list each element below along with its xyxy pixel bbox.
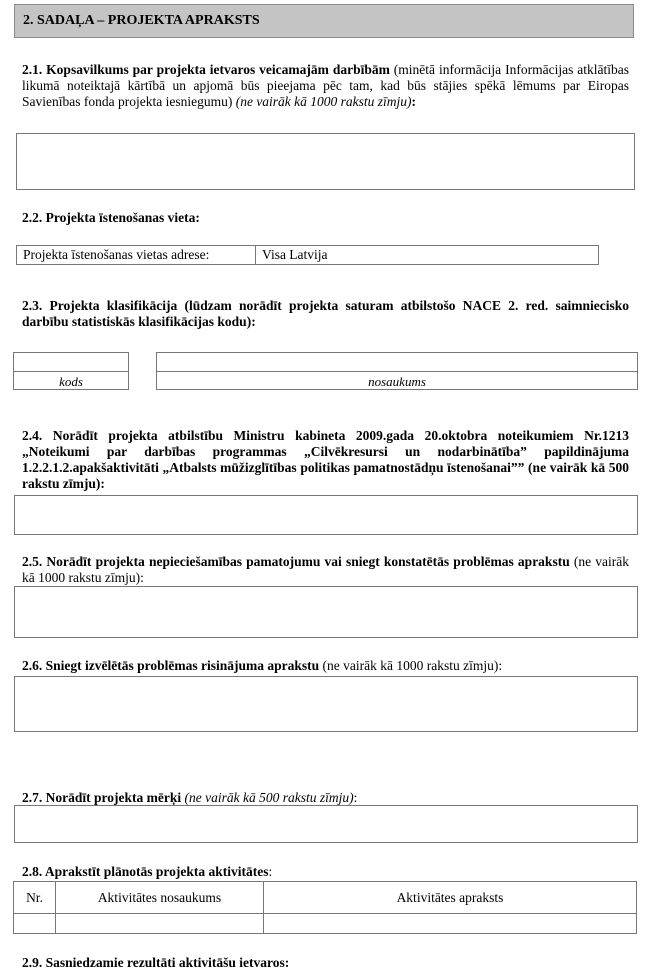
section-2-6-heading: 2.6. Sniegt izvēlētās problēmas risinājuma aprakstu (ne vairāk kā 1000 rakstu zīmju):: [22, 658, 503, 673]
section-2-2-heading: 2.2. Projekta īstenošanas vieta:: [22, 210, 200, 225]
regulation-compliance-input[interactable]: [14, 495, 638, 535]
address-value[interactable]: Visa Latvija: [256, 246, 599, 265]
solution-input[interactable]: [14, 676, 638, 732]
section-2-4-heading: 2.4. Norādīt projekta atbilstību Ministru kabineta 2009.gada 20.oktobra noteikumiem Nr.1213 „Noteikumi par darbības programmas „Cilvēkresursi un nodarbinātība” papildinājuma 1.2.2.1.2.apakšaktivitāti „Atbalsts mūžizglītības politikas pamatnostādņu īstenošanai”” (ne vairāk kā 500 rakstu zīmju):: [22, 428, 629, 491]
section-2-1-limit: (ne vairāk kā 1000 rakstu zīmju): [235, 94, 412, 109]
section-2-1-label: 2.1. Kopsavilkums par projekta ietvaros veicamajām darbībām: [22, 62, 390, 77]
section-2-1-desc: (minētā informācija Informācijas atklātības likumā noteiktajā kārtībā un apjomā būs pieejama pēc tam, kad būs stājies spēkā lēmums par Eiropas Savienības fonda projekta iesniegumu): [22, 62, 629, 109]
section-header: [14, 4, 634, 38]
summary-input[interactable]: [16, 133, 635, 190]
col-nr-header: Nr.: [14, 882, 56, 914]
activities-table: [13, 881, 637, 934]
section-title: 2. SADAĻA – PROJEKTA APRAKSTS: [23, 13, 260, 28]
section-2-8-heading: 2.8. Aprakstīt plānotās projekta aktivitātes:: [22, 864, 273, 879]
activity-desc-cell[interactable]: [264, 914, 637, 934]
activity-name-cell[interactable]: [56, 914, 264, 934]
section-2-5-heading: 2.5. Norādīt projekta nepieciešamības pamatojumu vai sniegt konstatētās problēmas aprakstu (ne vairāk kā 1000 rakstu zīmju):: [22, 554, 629, 585]
address-label: Projekta īstenošanas vietas adrese:: [17, 246, 256, 265]
section-2-7-heading: 2.7. Norādīt projekta mērķi (ne vairāk kā 500 rakstu zīmju):: [22, 790, 358, 805]
activity-nr-cell[interactable]: [14, 914, 56, 934]
section-2-3-heading: 2.3. Projekta klasifikācija (lūdzam norādīt projekta saturam atbilstošo NACE 2. red. saimniecisko darbību statistiskās klasifikācijas kodu):: [22, 298, 629, 329]
nace-code-label: kods: [59, 374, 83, 389]
col-name-header: Aktivitātes nosaukums: [56, 882, 264, 914]
col-desc-header: Aktivitātes apraksts: [264, 882, 637, 914]
location-table: [16, 245, 599, 265]
section-2-9-heading: 2.9. Sasniedzamie rezultāti aktivitāšu ietvaros:: [22, 955, 290, 970]
nace-name-label: nosaukums: [368, 374, 426, 389]
objective-input[interactable]: [14, 805, 638, 843]
justification-input[interactable]: [14, 586, 638, 638]
section-2-1-text: 2.1. Kopsavilkums par projekta ietvaros veicamajām darbībām (minētā informācija Informācijas atklātības likumā noteiktajā kārtībā un apjomā būs pieejama pēc tam, kad būs stājies spēkā lēmums par Eiropas Savienības fonda projekta iesniegumu) (ne vairāk kā 1000 rakstu zīmju):: [22, 62, 629, 109]
nace-code-field[interactable]: [13, 352, 129, 390]
nace-name-field[interactable]: [156, 352, 638, 390]
